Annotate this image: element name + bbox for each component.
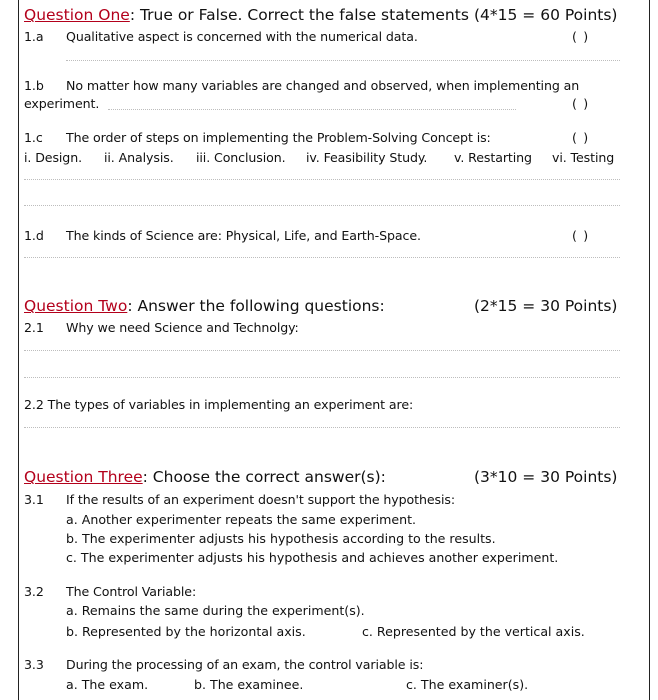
answer-line — [66, 60, 620, 61]
answer-line — [24, 427, 620, 428]
q3-2-number: 3.2 — [24, 584, 44, 599]
answer-line — [24, 257, 620, 258]
q1b-answer[interactable]: ( ) — [572, 96, 589, 111]
q1d-number: 1.d — [24, 228, 44, 243]
answer-line — [24, 350, 620, 351]
q1c-answer[interactable]: ( ) — [572, 130, 589, 145]
q1-heading — [24, 6, 469, 24]
q3-1-text: If the results of an experiment doesn't support the hypothesis: — [66, 492, 455, 507]
answer-line — [24, 377, 620, 378]
q2-heading — [24, 297, 385, 315]
q3-3-option-a[interactable]: a. The exam. — [66, 677, 149, 692]
q3-3-option-c[interactable]: c. The examiner(s). — [406, 677, 529, 692]
q3-1-number: 3.1 — [24, 492, 44, 507]
q3-3-text: During the processing of an exam, the control variable is: — [66, 657, 424, 672]
q1b-number: 1.b — [24, 78, 44, 93]
q3-heading — [24, 468, 386, 486]
q3-3-number: 3.3 — [24, 657, 44, 672]
q1c-option: v. Restarting — [454, 150, 532, 165]
q1c-text: The order of steps on implementing the Problem-Solving Concept is: — [66, 130, 491, 145]
q3-3-option-b[interactable]: b. The examinee. — [194, 677, 304, 692]
q1a-number: 1.a — [24, 29, 44, 44]
q1a-answer[interactable]: ( ) — [572, 29, 589, 44]
q1-title: Question One — [24, 6, 130, 24]
answer-line — [24, 205, 620, 206]
q2-2-text: 2.2 The types of variables in implementing an experiment are: — [24, 397, 414, 412]
q2-1-number: 2.1 — [24, 320, 44, 335]
q3-2-option-a[interactable]: a. Remains the same during the experiment(s). — [66, 603, 365, 618]
q1c-option: ii. Analysis. — [104, 150, 174, 165]
q3-title: Question Three — [24, 468, 143, 486]
q2-title: Question Two — [24, 297, 128, 315]
q1-instruction: : True or False. Correct the false statements — [129, 6, 469, 24]
answer-line — [108, 109, 516, 110]
q3-instruction: : Choose the correct answer(s): — [142, 468, 386, 486]
q1c-option: iv. Feasibility Study. — [306, 150, 428, 165]
q1a-text: Qualitative aspect is concerned with the numerical data. — [66, 29, 418, 44]
answer-line — [24, 179, 620, 180]
q2-points: (2*15 = 30 Points) — [474, 297, 618, 315]
q2-instruction: : Answer the following questions: — [127, 297, 385, 315]
q1-points: (4*15 = 60 Points) — [474, 6, 618, 24]
q1b-text-cont: experiment. — [24, 96, 100, 111]
q3-1-option-a[interactable]: a. Another experimenter repeats the same experiment. — [66, 512, 417, 527]
q3-2-option-b[interactable]: b. Represented by the horizontal axis. — [66, 624, 306, 639]
q3-1-option-b[interactable]: b. The experimenter adjusts his hypothesis according to the results. — [66, 531, 496, 546]
q1c-option: i. Design. — [24, 150, 82, 165]
q1c-option: iii. Conclusion. — [196, 150, 286, 165]
q2-1-text: Why we need Science and Technolgy: — [66, 320, 299, 335]
q3-2-option-c[interactable]: c. Represented by the vertical axis. — [362, 624, 585, 639]
q1d-text: The kinds of Science are: Physical, Life, and Earth-Space. — [66, 228, 421, 243]
q3-points: (3*10 = 30 Points) — [474, 468, 618, 486]
q1d-answer[interactable]: ( ) — [572, 228, 589, 243]
q3-1-option-c[interactable]: c. The experimenter adjusts his hypothesis and achieves another experiment. — [66, 550, 559, 565]
q1b-text: No matter how many variables are changed and observed, when implementing an — [66, 78, 580, 93]
q1c-option: vi. Testing — [552, 150, 615, 165]
q1c-number: 1.c — [24, 130, 43, 145]
q3-2-text: The Control Variable: — [66, 584, 197, 599]
